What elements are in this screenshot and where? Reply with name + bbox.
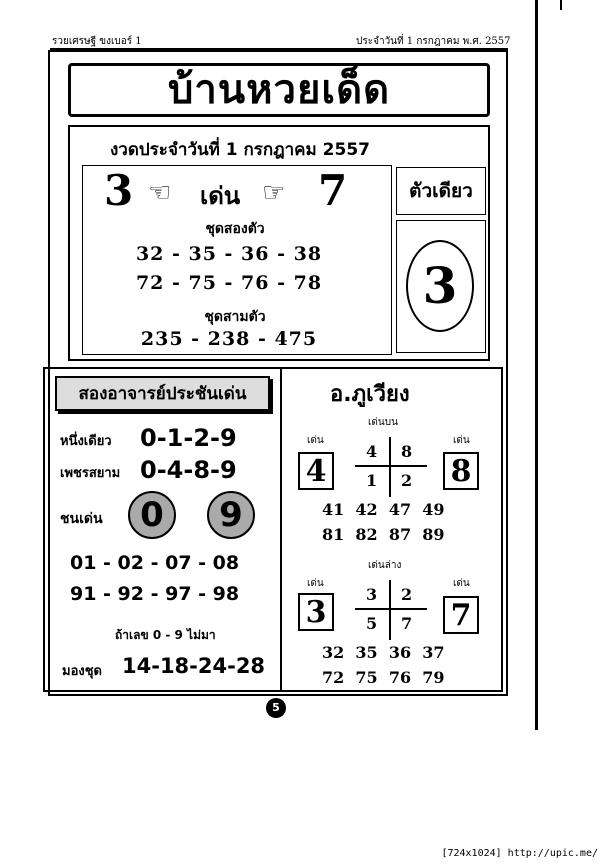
upper-grid-bl: 1	[366, 471, 378, 490]
three-digit-row: 235 - 238 - 475	[140, 328, 318, 350]
upper-grid-tl: 4	[366, 442, 378, 461]
lower-grid-tl: 3	[366, 585, 378, 604]
lower-grid-hline	[355, 608, 427, 610]
left-title: สองอาจารย์ประชันเด่น	[78, 384, 247, 404]
page-number-badge	[266, 698, 286, 718]
two-digit-row-2: 72 - 75 - 76 - 78	[135, 272, 323, 294]
lower-grid-br: 7	[401, 614, 413, 633]
right-title: อ.ภูเวียง	[330, 382, 410, 407]
row1-value: 0-1-2-9	[140, 424, 237, 452]
hand-right-icon: ☞	[262, 178, 286, 208]
main-label: เด่น	[200, 182, 241, 210]
champ-a: 0	[140, 495, 164, 535]
lower-right-box: 7	[443, 596, 479, 634]
lower-left-label: เด่น	[307, 578, 324, 589]
lower-list-row-1: 32 35 36 37	[322, 643, 445, 662]
page-number: 5	[272, 701, 280, 714]
champ-label: ชนเด่น	[60, 511, 103, 527]
right-edge-line	[535, 0, 538, 730]
two-digit-label: ชุดสองตัว	[205, 221, 265, 237]
pairs-row-2: 91 - 92 - 97 - 98	[70, 583, 240, 605]
single-label: ตัวเดียว	[409, 180, 473, 202]
lower-right-label: เด่น	[453, 578, 470, 589]
main-digit-left: 3	[104, 166, 134, 215]
lower-list-row-2: 72 75 76 79	[322, 668, 445, 687]
top-mark	[560, 0, 562, 10]
draw-date: งวดประจำวันที่ 1 กรกฎาคม 2557	[110, 140, 370, 160]
upper-right-box: 8	[443, 452, 479, 490]
champ-circle-a	[128, 491, 176, 539]
upper-grid-hline	[355, 465, 427, 467]
watermark: [724x1024] http://upic.me/	[441, 848, 598, 859]
upper-list-row-1: 41 42 47 49	[322, 500, 445, 519]
upper-grid-br: 2	[401, 471, 413, 490]
watch-label: มองชุด	[62, 664, 102, 679]
page-title: บ้านหวยเด็ด	[167, 67, 391, 113]
lower-grid-bl: 5	[366, 614, 378, 633]
watch-value: 14-18-24-28	[122, 654, 266, 678]
upper-grid-vline	[389, 437, 391, 497]
single-label-box	[396, 167, 486, 215]
lower-left-box: 3	[298, 593, 334, 631]
three-digit-label: ชุดสามตัว	[204, 309, 266, 325]
pairs-row-1: 01 - 02 - 07 - 08	[70, 552, 240, 574]
champ-circle-b	[207, 491, 255, 539]
running-header-right: ประจำวันที่ 1 กรกฎาคม พ.ศ. 2557	[356, 36, 511, 47]
upper-left-label: เด่น	[307, 435, 324, 446]
champ-b: 9	[219, 495, 243, 535]
upper-list-row-2: 81 82 87 89	[322, 525, 445, 544]
upper-right-label: เด่น	[453, 435, 470, 446]
row1-label: หนึ่งเดียว	[60, 434, 112, 449]
row2-label: เพชรสยาม	[60, 466, 121, 481]
single-value-oval	[406, 240, 474, 332]
title-banner	[68, 63, 490, 117]
hand-left-icon: ☜	[148, 178, 172, 208]
lower-grid-tr: 2	[401, 585, 413, 604]
lower-grid-vline	[389, 580, 391, 640]
upper-left-box: 4	[298, 452, 334, 490]
two-digit-row-1: 32 - 35 - 36 - 38	[135, 243, 323, 265]
main-digit-right: 7	[318, 166, 348, 215]
running-header-left: รวยเศรษฐี ขงเบอร์ 1	[52, 36, 142, 47]
left-title-box	[55, 376, 270, 411]
note: ถ้าเลข 0 - 9 ไม่มา	[115, 628, 216, 642]
upper-grid-tr: 8	[401, 442, 413, 461]
lower-label: เด่นล่าง	[368, 560, 402, 571]
upper-label: เด่นบน	[368, 417, 398, 428]
single-value: 3	[422, 256, 458, 315]
column-divider	[280, 367, 282, 692]
row2-value: 0-4-8-9	[140, 456, 237, 484]
